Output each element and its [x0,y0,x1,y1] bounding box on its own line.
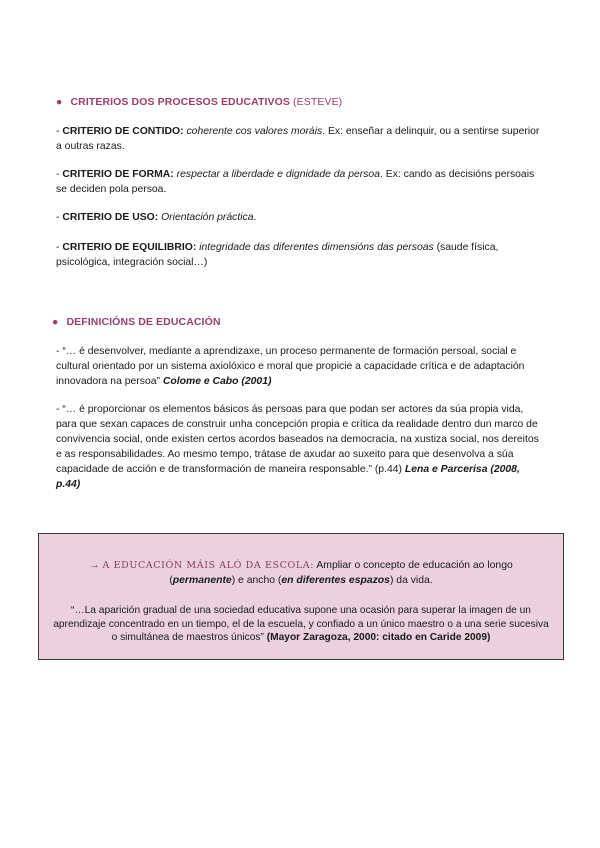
dash: - [56,242,63,253]
criterio-text: . Ex: enseñar a delinquir, ou a sentirse superior a outras razas. [56,126,540,152]
dash: - [56,212,63,223]
quote-text: “…La aparición gradual de una sociedad educativa supone una ocasión para superar la imagen de un aprendizaje concentrado en un tiempo, el de la escuela, y confiado a un único maestro o a una serie sucesiva o simultánea de maestros únicos” [53,605,549,643]
box-summary [57,558,545,588]
box-emphasis: en diferentes espazos [281,575,390,586]
section-title: DEFINICIÓNS DE EDUCACIÓN [66,316,221,328]
criterio-italic: Orientación práctica [161,212,254,223]
bullet-icon: ● [56,96,63,108]
section-heading-definicions [52,316,221,328]
criterio-italic: coherente cos valores moráis [186,126,323,137]
dash: - [56,126,63,137]
criterio-forma [56,167,544,197]
criterio-equilibrio [56,240,544,270]
box-text: ) da vida. [389,575,433,586]
highlight-box [38,533,564,660]
section-title: CRITERIOS DOS PROCESOS EDUCATIVOS [70,96,291,108]
handwritten-title: A EDUCACIÓN MÁIS ALÓ DA ESCOLA: [102,560,315,571]
box-quote [53,604,549,645]
definition-text: - “… é desenvolver, mediante a aprendizaxe, un proceso permanente de formación persoal, social e cultural orientado por un sistema axiolóxico e moral que propicie a capacidade crítica e de adaptación innovadora na persoa” [56,346,525,387]
definition-1 [56,344,546,389]
section-heading-criterios [56,96,342,108]
criterio-text: . [253,212,257,223]
criterio-uso [56,210,544,225]
bullet-icon: ● [52,316,59,328]
criterio-contido [56,124,544,154]
definition-citation: Lena e Parcerisa (2008, p.44) [56,464,520,490]
definition-text: - “… é proporcionar os elementos básicos ás persoas para que podan ser actores da súa propia vida, para que sexan capaces de construir unha concepción propia e crítica da realidade dentro dun marco de convivencia social, onde existen certos acordos baseados na democracia, na xustiza social, nos dereitos e as responsabilidades. Ao mesmo tempo, trátase de axudar ao suxeito para que desenvolva a súa capacidade de acción e de transformación de maneira responsable.” (p.44) [56,404,539,475]
box-text: ) e ancho ( [231,575,282,586]
criterio-label: CRITERIO DE USO: [62,212,159,223]
criterio-text: . Ex: cando as decisións persoais se deciden pola persoa. [56,169,535,195]
criterio-label: CRITERIO DE CONTIDO: [62,126,184,137]
criterio-label: CRITERIO DE EQUILIBRIO: [62,242,197,253]
definition-2 [56,402,546,492]
criterio-label: CRITERIO DE FORMA: [62,169,174,180]
criterio-italic: integridade das diferentes dimensións das persoas [199,242,434,253]
box-emphasis: permanente [172,575,232,586]
criterio-text: (saude física, psicológica, integración social…) [56,242,499,268]
arrow-icon: → [89,560,100,571]
criterio-italic: respectar a liberdade e dignidade da persoa [176,169,380,180]
box-text: Ampliar o concepto de educación ao longo ( [169,560,513,586]
definition-citation: Colome e Cabo (2001) [162,376,272,387]
quote-citation: (Mayor Zaragoza, 2000: citado en Caride 2009) [266,632,491,643]
section-author: (ESTEVE) [293,96,343,108]
dash: - [56,169,63,180]
